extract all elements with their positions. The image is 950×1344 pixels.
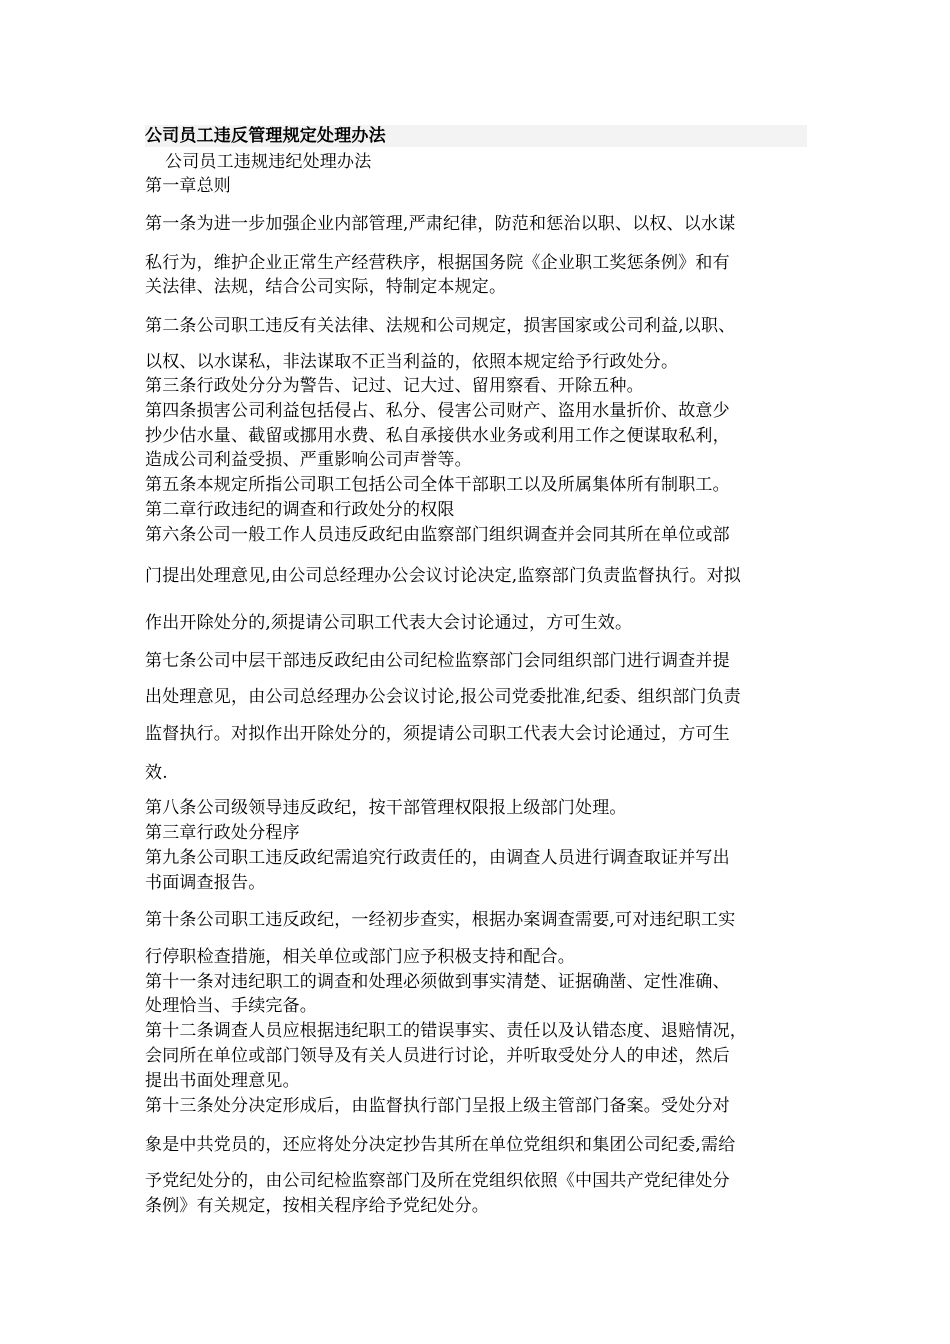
paragraph-line: 第十二条调查人员应根据违纪职工的错误事实、责任以及认错态度、退赔情况， [145, 1021, 747, 1041]
paragraph-line: 第九条公司职工违反政纪需追究行政责任的，由调查人员进行调查取证并写出 [145, 848, 730, 868]
chapter-heading: 第一章总则 [145, 176, 231, 196]
paragraph-line: 书面调查报告。 [145, 873, 266, 893]
paragraph-line: 关法律、法规，结合公司实际，特制定本规定。 [145, 277, 507, 297]
paragraph-line: 作出开除处分的,须提请公司职工代表大会讨论通过，方可生效。 [145, 613, 633, 633]
document-subtitle: 公司员工违规违纪处理办法 [165, 152, 372, 172]
paragraph-line: 效. [145, 763, 168, 783]
paragraph-line: 第十一条对违纪职工的调查和处理必须做到事实清楚、证据确凿、定性准确、 [145, 972, 730, 992]
paragraph-line: 第十条公司职工违反政纪，一经初步查实，根据办案调查需要,可对违纪职工实 [145, 910, 736, 930]
paragraph-line: 第五条本规定所指公司职工包括公司全体干部职工以及所属集体所有制职工。 [145, 475, 730, 495]
paragraph-line: 第六条公司一般工作人员违反政纪由监察部门组织调查并会同其所在单位或部 [145, 525, 730, 545]
paragraph-line: 第一条为进一步加强企业内部管理,严肃纪律，防范和惩治以职、以权、以水谋 [145, 214, 736, 234]
paragraph-line: 私行为，维护企业正常生产经营秩序，根据国务院《企业职工奖惩条例》和有 [145, 253, 730, 273]
document-title: 公司员工违反管理规定处理办法 [145, 125, 807, 147]
paragraph-line: 第二条公司职工违反有关法律、法规和公司规定，损害国家或公司利益,以职、 [145, 316, 736, 336]
paragraph-line: 第四条损害公司利益包括侵占、私分、侵害公司财产、盗用水量折价、故意少 [145, 401, 730, 421]
paragraph-line: 门提出处理意见,由公司总经理办公会议讨论决定,监察部门负责监督执行。对拟 [145, 566, 742, 586]
paragraph-line: 第七条公司中层干部违反政纪由公司纪检监察部门会同组织部门进行调查并提 [145, 651, 730, 671]
paragraph-line: 象是中共党员的，还应将处分决定抄告其所在单位党组织和集团公司纪委,需给 [145, 1135, 736, 1155]
paragraph-line: 第三条行政处分分为警告、记过、记大过、留用察看、开除五种。 [145, 376, 644, 396]
paragraph-line: 出处理意见，由公司总经理办公会议讨论,报公司党委批准,纪委、组织部门负责 [145, 687, 742, 707]
chapter-heading: 第三章行政处分程序 [145, 823, 300, 843]
paragraph-line: 提出书面处理意见。 [145, 1071, 300, 1091]
chapter-heading: 第二章行政违纪的调查和行政处分的权限 [145, 500, 455, 520]
paragraph-line: 予党纪处分的，由公司纪检监察部门及所在党组织依照《中国共产党纪律处分 [145, 1171, 730, 1191]
paragraph-line: 第十三条处分决定形成后，由监督执行部门呈报上级主管部门备案。受处分对 [145, 1096, 730, 1116]
paragraph-line: 抄少估水量、截留或挪用水费、私自承接供水业务或利用工作之便谋取私利， [145, 426, 730, 446]
paragraph-line: 造成公司利益受损、严重影响公司声誉等。 [145, 450, 472, 470]
paragraph-line: 监督执行。对拟作出开除处分的，须提请公司职工代表大会讨论通过，方可生 [145, 724, 730, 744]
paragraph-line: 会同所在单位或部门领导及有关人员进行讨论，并听取受处分人的申述，然后 [145, 1046, 730, 1066]
paragraph-line: 行停职检查措施，相关单位或部门应予积极支持和配合。 [145, 947, 575, 967]
paragraph-line: 以权、以水谋私，非法谋取不正当利益的，依照本规定给予行政处分。 [145, 352, 679, 372]
paragraph-line: 处理恰当、手续完备。 [145, 996, 317, 1016]
paragraph-line: 条例》有关规定，按相关程序给予党纪处分。 [145, 1196, 489, 1216]
paragraph-line: 第八条公司级领导违反政纪，按干部管理权限报上级部门处理。 [145, 798, 627, 818]
